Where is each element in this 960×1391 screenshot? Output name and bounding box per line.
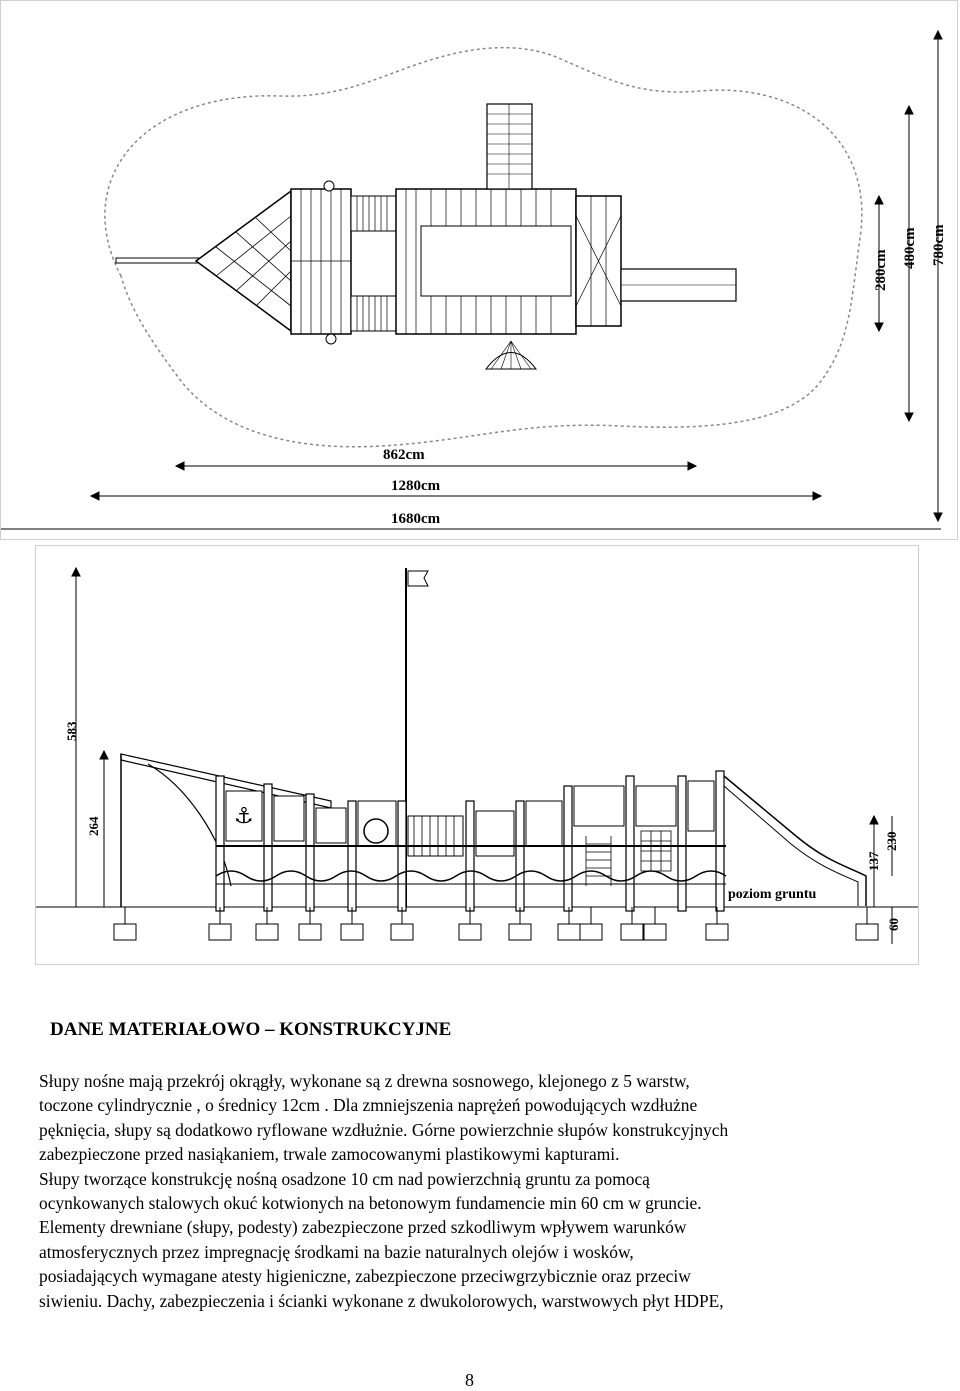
body-line: Słupy nośne mają przekrój okrągły, wykonane są z drewna sosnowego, klejonego z 5 warstw,: [39, 1071, 690, 1091]
dim-width-outer: 1680cm: [391, 511, 441, 527]
post-cap: [326, 334, 336, 344]
dim-total-height: 583: [64, 721, 79, 741]
flag-icon: [408, 571, 428, 586]
body-line: toczone cylindrycznie , o średnicy 12cm . Dla zmniejszenia naprężeń powodujących wzdłużne: [39, 1095, 698, 1116]
plan-view-drawing: [0, 0, 958, 540]
anchor-icon: ⚓: [234, 804, 254, 829]
grid-panel: [641, 831, 671, 871]
bow-deck: [196, 191, 291, 331]
dim-right-230: 230: [884, 831, 899, 851]
ramp-top: [487, 104, 532, 189]
dim-right-137: 137: [866, 851, 881, 871]
bowsprit: [116, 258, 201, 263]
mast-base: [324, 181, 334, 191]
horizontal-dimensions: [1, 462, 941, 529]
page-number: 8: [465, 1370, 474, 1390]
body-line: posiadających wymagane atesty higieniczne, zabezpieczone przeciwgrzybicznie oraz przeciw: [39, 1266, 691, 1287]
body-line: atmosferycznych przez impregnację środkami na bazie naturalnych olejów i wosków,: [39, 1241, 634, 1262]
plan-drawing-svg: [1, 1, 957, 539]
elevation-drawing-svg: [36, 546, 918, 964]
ground-level-label: poziom gruntu: [728, 887, 817, 902]
dim-width-middle: 1280cm: [391, 478, 441, 494]
dim-foundation: 60: [886, 918, 901, 931]
dim-width-inner: 862cm: [383, 447, 425, 463]
dim-height-middle: 480cm: [902, 227, 918, 269]
body-paragraph: [39, 1069, 919, 1313]
foundations: [114, 924, 878, 940]
bridge-top: [351, 196, 396, 231]
body-line: Słupy tworzące konstrukcję nośną osadzone 10 cm nad powierzchnią gruntu za pomocą: [39, 1168, 650, 1189]
ladder: [586, 836, 611, 886]
body-line: Elementy drewniane (słupy, podesty) zabezpieczone przed szkodliwym wpływem warunków: [39, 1217, 687, 1238]
body-line: siwieniu. Dachy, zabezpieczenia i ścianki wykonane z dwukolorowych, warstwowych płyt HDPE,: [39, 1290, 724, 1311]
body-line: pęknięcia, słupy są dodatkowo ryflowane wzdłużnie. Górne powierzchnie słupów konstrukcyjnych: [39, 1119, 729, 1140]
porthole-icon: [364, 819, 388, 843]
dim-height-inner: 280cm: [873, 249, 889, 291]
body-line: zabezpieczone przed nasiąkaniem, trwale zamocowanymi plastikowymi kapturami.: [39, 1144, 620, 1165]
bridge-bottom: [351, 296, 396, 331]
body-line: ocynkowanych stalowych okuć kotwionych na betonowym fundamencie min 60 cm w gruncie.: [39, 1193, 702, 1214]
elevation-view-drawing: [35, 545, 919, 965]
dim-height-outer: 780cm: [931, 224, 947, 266]
section-heading: DANE MATERIAŁOWO – KONSTRUKCYJNE: [50, 1019, 452, 1040]
dim-deck-height: 264: [86, 816, 101, 836]
